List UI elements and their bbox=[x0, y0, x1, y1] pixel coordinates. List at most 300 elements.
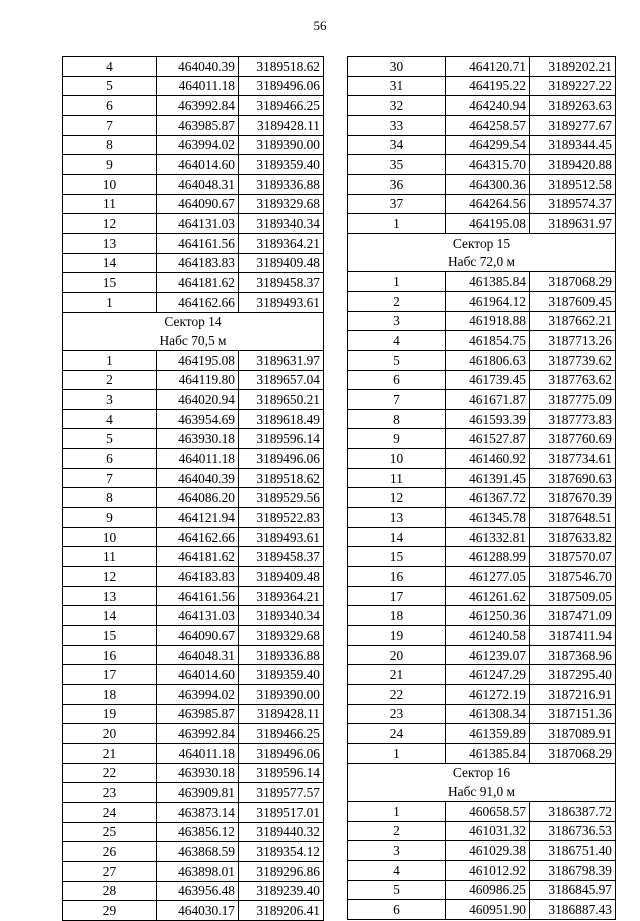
point-number: 32 bbox=[348, 96, 446, 116]
y-coordinate: 3189202.21 bbox=[530, 57, 616, 77]
x-coordinate: 464183.83 bbox=[157, 567, 239, 587]
x-coordinate: 461029.38 bbox=[446, 841, 530, 861]
point-number: 15 bbox=[63, 273, 157, 293]
y-coordinate: 3189409.48 bbox=[239, 253, 324, 273]
point-number: 29 bbox=[63, 901, 157, 921]
x-coordinate: 464090.67 bbox=[157, 194, 239, 214]
y-coordinate: 3189359.40 bbox=[239, 665, 324, 685]
point-number: 5 bbox=[63, 429, 157, 449]
x-coordinate: 464014.60 bbox=[157, 665, 239, 685]
table-row bbox=[63, 194, 324, 214]
table-row bbox=[63, 665, 324, 685]
point-number: 9 bbox=[63, 155, 157, 175]
table-row bbox=[348, 449, 616, 469]
point-number: 6 bbox=[63, 449, 157, 469]
sector-title: Сектор 14 bbox=[63, 312, 324, 331]
x-coordinate: 461460.92 bbox=[446, 449, 530, 469]
point-number: 30 bbox=[348, 57, 446, 77]
coordinates-table-left bbox=[62, 56, 324, 921]
point-number: 17 bbox=[63, 665, 157, 685]
y-coordinate: 3189440.32 bbox=[239, 822, 324, 842]
table-row bbox=[348, 350, 616, 370]
y-coordinate: 3187216.91 bbox=[530, 685, 616, 705]
y-coordinate: 3189340.34 bbox=[239, 214, 324, 234]
x-coordinate: 461367.72 bbox=[446, 488, 530, 508]
point-number: 2 bbox=[348, 291, 446, 311]
x-coordinate: 464011.18 bbox=[157, 449, 239, 469]
y-coordinate: 3189420.88 bbox=[530, 155, 616, 175]
point-number: 22 bbox=[63, 763, 157, 783]
point-number: 16 bbox=[63, 645, 157, 665]
x-coordinate: 461359.89 bbox=[446, 724, 530, 744]
point-number: 4 bbox=[63, 57, 157, 77]
point-number: 1 bbox=[348, 801, 446, 821]
y-coordinate: 3187775.09 bbox=[530, 390, 616, 410]
x-coordinate: 461031.32 bbox=[446, 821, 530, 841]
point-number: 8 bbox=[63, 135, 157, 155]
x-coordinate: 464162.66 bbox=[157, 292, 239, 312]
table-row bbox=[63, 253, 324, 273]
table-row bbox=[63, 763, 324, 783]
x-coordinate: 464240.94 bbox=[446, 96, 530, 116]
y-coordinate: 3187648.51 bbox=[530, 508, 616, 528]
point-number: 10 bbox=[63, 174, 157, 194]
table-row bbox=[63, 842, 324, 862]
x-coordinate: 460658.57 bbox=[446, 801, 530, 821]
y-coordinate: 3189239.40 bbox=[239, 881, 324, 901]
table-row bbox=[348, 272, 616, 292]
table-row bbox=[348, 704, 616, 724]
point-number: 3 bbox=[348, 841, 446, 861]
x-coordinate: 464183.83 bbox=[157, 253, 239, 273]
table-row bbox=[63, 350, 324, 370]
table-body-right bbox=[348, 57, 616, 920]
table-row bbox=[63, 370, 324, 390]
x-coordinate: 463994.02 bbox=[157, 135, 239, 155]
table-row bbox=[348, 841, 616, 861]
x-coordinate: 464195.08 bbox=[157, 350, 239, 370]
table-row bbox=[348, 409, 616, 429]
point-number: 24 bbox=[348, 724, 446, 744]
table-row bbox=[63, 273, 324, 293]
table-row bbox=[63, 626, 324, 646]
y-coordinate: 3187763.62 bbox=[530, 370, 616, 390]
sector-heading-row bbox=[63, 312, 324, 331]
y-coordinate: 3187739.62 bbox=[530, 350, 616, 370]
point-number: 10 bbox=[348, 449, 446, 469]
table-row bbox=[63, 527, 324, 547]
point-number: 33 bbox=[348, 115, 446, 135]
x-coordinate: 463994.02 bbox=[157, 685, 239, 705]
y-coordinate: 3189364.21 bbox=[239, 233, 324, 253]
table-row bbox=[348, 508, 616, 528]
point-number: 5 bbox=[63, 76, 157, 96]
x-coordinate: 463909.81 bbox=[157, 783, 239, 803]
y-coordinate: 3189522.83 bbox=[239, 508, 324, 528]
x-coordinate: 464161.56 bbox=[157, 586, 239, 606]
y-coordinate: 3189336.88 bbox=[239, 645, 324, 665]
table-row bbox=[63, 292, 324, 312]
table-row bbox=[348, 468, 616, 488]
table-row bbox=[63, 606, 324, 626]
table-row bbox=[63, 390, 324, 410]
x-coordinate: 464131.03 bbox=[157, 606, 239, 626]
table-row bbox=[63, 586, 324, 606]
point-number: 3 bbox=[348, 311, 446, 331]
point-number: 8 bbox=[63, 488, 157, 508]
x-coordinate: 464161.56 bbox=[157, 233, 239, 253]
x-coordinate: 460986.25 bbox=[446, 880, 530, 900]
y-coordinate: 3189596.14 bbox=[239, 763, 324, 783]
table-row bbox=[348, 880, 616, 900]
table-row bbox=[63, 685, 324, 705]
y-coordinate: 3186798.39 bbox=[530, 860, 616, 880]
y-coordinate: 3187670.39 bbox=[530, 488, 616, 508]
x-coordinate: 461288.99 bbox=[446, 547, 530, 567]
table-row bbox=[348, 821, 616, 841]
x-coordinate: 463930.18 bbox=[157, 429, 239, 449]
y-coordinate: 3187089.91 bbox=[530, 724, 616, 744]
table-row bbox=[63, 155, 324, 175]
table-row bbox=[348, 429, 616, 449]
table-row bbox=[348, 331, 616, 351]
point-number: 11 bbox=[63, 194, 157, 214]
y-coordinate: 3189340.34 bbox=[239, 606, 324, 626]
point-number: 26 bbox=[63, 842, 157, 862]
x-coordinate: 461247.29 bbox=[446, 665, 530, 685]
x-coordinate: 463856.12 bbox=[157, 822, 239, 842]
x-coordinate: 464315.70 bbox=[446, 155, 530, 175]
y-coordinate: 3189493.61 bbox=[239, 292, 324, 312]
point-number: 1 bbox=[63, 350, 157, 370]
x-coordinate: 461250.36 bbox=[446, 606, 530, 626]
table-row bbox=[348, 860, 616, 880]
point-number: 17 bbox=[348, 586, 446, 606]
point-number: 11 bbox=[63, 547, 157, 567]
y-coordinate: 3187411.94 bbox=[530, 626, 616, 646]
table-row bbox=[348, 155, 616, 175]
point-number: 6 bbox=[63, 96, 157, 116]
x-coordinate: 464258.57 bbox=[446, 115, 530, 135]
y-coordinate: 3189466.25 bbox=[239, 724, 324, 744]
table-row bbox=[63, 76, 324, 96]
y-coordinate: 3187690.63 bbox=[530, 468, 616, 488]
point-number: 27 bbox=[63, 861, 157, 881]
y-coordinate: 3189364.21 bbox=[239, 586, 324, 606]
table-row bbox=[348, 527, 616, 547]
x-coordinate: 464121.94 bbox=[157, 508, 239, 528]
table-row bbox=[348, 291, 616, 311]
point-number: 18 bbox=[348, 606, 446, 626]
y-coordinate: 3189496.06 bbox=[239, 76, 324, 96]
y-coordinate: 3189493.61 bbox=[239, 527, 324, 547]
x-coordinate: 460951.90 bbox=[446, 900, 530, 920]
table-row bbox=[348, 135, 616, 155]
table-row bbox=[63, 743, 324, 763]
table-row bbox=[63, 704, 324, 724]
point-number: 14 bbox=[348, 527, 446, 547]
y-coordinate: 3189409.48 bbox=[239, 567, 324, 587]
x-coordinate: 464195.08 bbox=[446, 214, 530, 234]
table-row bbox=[348, 567, 616, 587]
coordinates-table-right bbox=[347, 56, 616, 920]
x-coordinate: 461332.81 bbox=[446, 527, 530, 547]
x-coordinate: 463992.84 bbox=[157, 96, 239, 116]
point-number: 5 bbox=[348, 350, 446, 370]
table-row bbox=[348, 743, 616, 763]
x-coordinate: 464011.18 bbox=[157, 743, 239, 763]
x-coordinate: 461854.75 bbox=[446, 331, 530, 351]
y-coordinate: 3189518.62 bbox=[239, 57, 324, 77]
table-row bbox=[63, 449, 324, 469]
x-coordinate: 463954.69 bbox=[157, 409, 239, 429]
point-number: 11 bbox=[348, 468, 446, 488]
y-coordinate: 3187068.29 bbox=[530, 743, 616, 763]
table-row bbox=[348, 626, 616, 646]
table-row bbox=[348, 488, 616, 508]
point-number: 14 bbox=[63, 253, 157, 273]
point-number: 2 bbox=[63, 370, 157, 390]
point-number: 12 bbox=[63, 567, 157, 587]
point-number: 6 bbox=[348, 370, 446, 390]
point-number: 13 bbox=[63, 233, 157, 253]
table-row bbox=[63, 488, 324, 508]
point-number: 1 bbox=[348, 272, 446, 292]
x-coordinate: 461240.58 bbox=[446, 626, 530, 646]
point-number: 15 bbox=[63, 626, 157, 646]
table-row bbox=[63, 783, 324, 803]
sector-height-row bbox=[348, 253, 616, 272]
point-number: 35 bbox=[348, 155, 446, 175]
point-number: 36 bbox=[348, 174, 446, 194]
y-coordinate: 3189329.68 bbox=[239, 626, 324, 646]
table-row bbox=[348, 214, 616, 234]
table-row bbox=[348, 194, 616, 214]
y-coordinate: 3187609.45 bbox=[530, 291, 616, 311]
table-row bbox=[348, 390, 616, 410]
x-coordinate: 461527.87 bbox=[446, 429, 530, 449]
sector-height-row bbox=[348, 782, 616, 801]
y-coordinate: 3189359.40 bbox=[239, 155, 324, 175]
x-coordinate: 464030.17 bbox=[157, 901, 239, 921]
y-coordinate: 3189577.57 bbox=[239, 783, 324, 803]
x-coordinate: 464162.66 bbox=[157, 527, 239, 547]
sector-height-row bbox=[63, 331, 324, 350]
point-number: 8 bbox=[348, 409, 446, 429]
point-number: 21 bbox=[63, 743, 157, 763]
table-row bbox=[63, 645, 324, 665]
y-coordinate: 3189529.56 bbox=[239, 488, 324, 508]
point-number: 4 bbox=[348, 331, 446, 351]
point-number: 18 bbox=[63, 685, 157, 705]
y-coordinate: 3189458.37 bbox=[239, 273, 324, 293]
point-number: 21 bbox=[348, 665, 446, 685]
x-coordinate: 464020.94 bbox=[157, 390, 239, 410]
x-coordinate: 461012.92 bbox=[446, 860, 530, 880]
point-number: 1 bbox=[348, 743, 446, 763]
x-coordinate: 464040.39 bbox=[157, 57, 239, 77]
point-number: 20 bbox=[348, 645, 446, 665]
x-coordinate: 464048.31 bbox=[157, 645, 239, 665]
table-row bbox=[348, 645, 616, 665]
table-row bbox=[348, 900, 616, 920]
x-coordinate: 461308.34 bbox=[446, 704, 530, 724]
table-row bbox=[348, 174, 616, 194]
y-coordinate: 3187773.83 bbox=[530, 409, 616, 429]
point-number: 1 bbox=[348, 214, 446, 234]
x-coordinate: 463868.59 bbox=[157, 842, 239, 862]
x-coordinate: 461345.78 bbox=[446, 508, 530, 528]
point-number: 5 bbox=[348, 880, 446, 900]
x-coordinate: 463930.18 bbox=[157, 763, 239, 783]
y-coordinate: 3187368.96 bbox=[530, 645, 616, 665]
y-coordinate: 3189390.00 bbox=[239, 685, 324, 705]
table-row bbox=[63, 881, 324, 901]
x-coordinate: 461239.07 bbox=[446, 645, 530, 665]
point-number: 19 bbox=[63, 704, 157, 724]
point-number: 7 bbox=[348, 390, 446, 410]
sector-title: Сектор 15 bbox=[348, 233, 616, 252]
point-number: 2 bbox=[348, 821, 446, 841]
y-coordinate: 3189344.45 bbox=[530, 135, 616, 155]
y-coordinate: 3189227.22 bbox=[530, 76, 616, 96]
x-coordinate: 463985.87 bbox=[157, 115, 239, 135]
point-number: 1 bbox=[63, 292, 157, 312]
y-coordinate: 3189496.06 bbox=[239, 449, 324, 469]
y-coordinate: 3187068.29 bbox=[530, 272, 616, 292]
point-number: 14 bbox=[63, 606, 157, 626]
y-coordinate: 3189596.14 bbox=[239, 429, 324, 449]
sector-heading-row bbox=[348, 233, 616, 252]
table-body-left bbox=[63, 57, 324, 921]
table-row bbox=[63, 802, 324, 822]
table-row bbox=[348, 606, 616, 626]
table-row bbox=[63, 508, 324, 528]
x-coordinate: 464011.18 bbox=[157, 76, 239, 96]
x-coordinate: 464131.03 bbox=[157, 214, 239, 234]
point-number: 25 bbox=[63, 822, 157, 842]
y-coordinate: 3189650.21 bbox=[239, 390, 324, 410]
point-number: 23 bbox=[348, 704, 446, 724]
x-coordinate: 463873.14 bbox=[157, 802, 239, 822]
x-coordinate: 461277.05 bbox=[446, 567, 530, 587]
y-coordinate: 3189390.00 bbox=[239, 135, 324, 155]
y-coordinate: 3187546.70 bbox=[530, 567, 616, 587]
point-number: 28 bbox=[63, 881, 157, 901]
y-coordinate: 3189631.97 bbox=[239, 350, 324, 370]
y-coordinate: 3189336.88 bbox=[239, 174, 324, 194]
y-coordinate: 3186751.40 bbox=[530, 841, 616, 861]
point-number: 4 bbox=[63, 409, 157, 429]
x-coordinate: 464195.22 bbox=[446, 76, 530, 96]
x-coordinate: 463985.87 bbox=[157, 704, 239, 724]
point-number: 4 bbox=[348, 860, 446, 880]
y-coordinate: 3189206.41 bbox=[239, 901, 324, 921]
table-row bbox=[63, 429, 324, 449]
point-number: 23 bbox=[63, 783, 157, 803]
point-number: 19 bbox=[348, 626, 446, 646]
y-coordinate: 3187662.21 bbox=[530, 311, 616, 331]
point-number: 37 bbox=[348, 194, 446, 214]
y-coordinate: 3189574.37 bbox=[530, 194, 616, 214]
y-coordinate: 3186387.72 bbox=[530, 801, 616, 821]
sector-heading-row bbox=[348, 763, 616, 782]
x-coordinate: 464181.62 bbox=[157, 547, 239, 567]
y-coordinate: 3189512.58 bbox=[530, 174, 616, 194]
page-number: 56 bbox=[313, 18, 327, 33]
table-row bbox=[63, 115, 324, 135]
y-coordinate: 3187760.69 bbox=[530, 429, 616, 449]
table-row bbox=[63, 547, 324, 567]
y-coordinate: 3186887.43 bbox=[530, 900, 616, 920]
table-row bbox=[348, 586, 616, 606]
x-coordinate: 464040.39 bbox=[157, 468, 239, 488]
y-coordinate: 3189296.86 bbox=[239, 861, 324, 881]
y-coordinate: 3189277.67 bbox=[530, 115, 616, 135]
y-coordinate: 3186736.53 bbox=[530, 821, 616, 841]
point-number: 24 bbox=[63, 802, 157, 822]
x-coordinate: 463956.48 bbox=[157, 881, 239, 901]
y-coordinate: 3187633.82 bbox=[530, 527, 616, 547]
x-coordinate: 463898.01 bbox=[157, 861, 239, 881]
point-number: 12 bbox=[63, 214, 157, 234]
x-coordinate: 464300.36 bbox=[446, 174, 530, 194]
sector-title: Сектор 16 bbox=[348, 763, 616, 782]
y-coordinate: 3186845.97 bbox=[530, 880, 616, 900]
y-coordinate: 3189428.11 bbox=[239, 704, 324, 724]
x-coordinate: 464086.20 bbox=[157, 488, 239, 508]
x-coordinate: 461739.45 bbox=[446, 370, 530, 390]
point-number: 9 bbox=[63, 508, 157, 528]
y-coordinate: 3187151.36 bbox=[530, 704, 616, 724]
x-coordinate: 464264.56 bbox=[446, 194, 530, 214]
table-row bbox=[63, 57, 324, 77]
point-number: 31 bbox=[348, 76, 446, 96]
x-coordinate: 464299.54 bbox=[446, 135, 530, 155]
x-coordinate: 461918.88 bbox=[446, 311, 530, 331]
table-row bbox=[348, 115, 616, 135]
table-row bbox=[348, 547, 616, 567]
table-row bbox=[348, 665, 616, 685]
x-coordinate: 461806.63 bbox=[446, 350, 530, 370]
point-number: 34 bbox=[348, 135, 446, 155]
point-number: 16 bbox=[348, 567, 446, 587]
table-row bbox=[348, 96, 616, 116]
x-coordinate: 464181.62 bbox=[157, 273, 239, 293]
point-number: 6 bbox=[348, 900, 446, 920]
table-row bbox=[63, 822, 324, 842]
x-coordinate: 464120.71 bbox=[446, 57, 530, 77]
table-row bbox=[348, 801, 616, 821]
y-coordinate: 3189354.12 bbox=[239, 842, 324, 862]
x-coordinate: 461272.19 bbox=[446, 685, 530, 705]
table-row bbox=[63, 214, 324, 234]
table-row bbox=[63, 901, 324, 921]
table-row bbox=[63, 409, 324, 429]
x-coordinate: 464119.80 bbox=[157, 370, 239, 390]
point-number: 3 bbox=[63, 390, 157, 410]
point-number: 7 bbox=[63, 468, 157, 488]
point-number: 9 bbox=[348, 429, 446, 449]
x-coordinate: 464090.67 bbox=[157, 626, 239, 646]
table-row bbox=[348, 370, 616, 390]
y-coordinate: 3189518.62 bbox=[239, 468, 324, 488]
x-coordinate: 461385.84 bbox=[446, 743, 530, 763]
x-coordinate: 461964.12 bbox=[446, 291, 530, 311]
x-coordinate: 464014.60 bbox=[157, 155, 239, 175]
y-coordinate: 3189263.63 bbox=[530, 96, 616, 116]
point-number: 20 bbox=[63, 724, 157, 744]
